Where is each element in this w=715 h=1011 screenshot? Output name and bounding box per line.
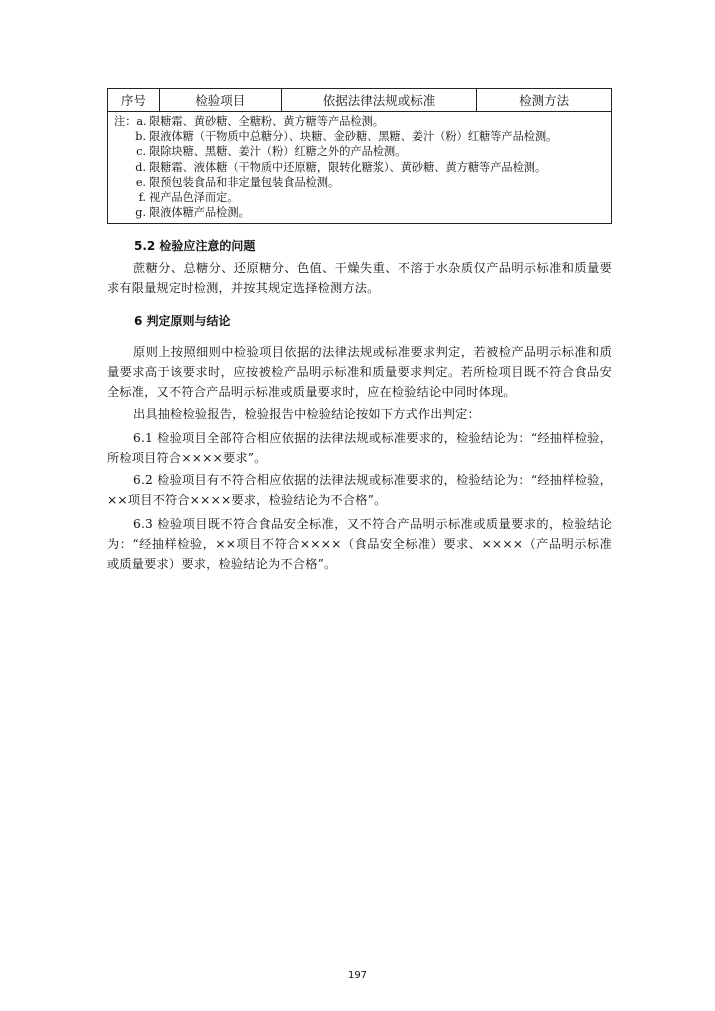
note-prefix: d. (135, 160, 146, 174)
note-d (114, 160, 607, 175)
note-text: 限除块糖、黑糖、姜汁（粉）红糖之外的产品检测。 (149, 145, 407, 159)
note-prefix: b. (135, 130, 146, 144)
table-notes-row (108, 112, 612, 224)
note-g (114, 205, 607, 220)
inspection-table (107, 88, 612, 224)
note-f (114, 190, 607, 205)
note-text: 视产品色泽而定。 (149, 191, 239, 205)
section-6-paragraph-2: 出具抽检检验报告，检验报告中检验结论按如下方式作出判定： (133, 407, 480, 421)
table-header-row (108, 89, 612, 112)
section-6-1-paragraph: 6.1 检验项目全部符合相应依据的法律法规或标准要求的，检验结论为：“经抽样检验，所检项目符合××××要求”。 (107, 431, 612, 465)
table-notes-cell (108, 112, 612, 224)
header-serial-number: 序号 (108, 89, 160, 112)
note-prefix: e. (135, 175, 146, 189)
section-5-2-body: 蔗糖分、总糖分、还原糖分、色值、干燥失重、不溶于水杂质仅产品明示标准和质量要求有限量规定时检测，并按其规定选择检测方法。 (107, 261, 612, 295)
section-6-paragraph-1: 原则上按照细则中检验项目依据的法律法规或标准要求判定，若被检产品明示标准和质量要求高于该要求时，应按被检产品明示标准和质量要求判定。若所检项目既不符合食品安全标准，又不符合产品明示标准或质量要求时，应在检验结论中同时体现。 (107, 345, 612, 399)
note-prefix: c. (136, 145, 146, 159)
note-text: 限糖霜、液体糖（干物质中还原糖，限转化糖浆）、黄砂糖、黄方糖等产品检测。 (149, 160, 547, 174)
note-a (114, 114, 607, 129)
note-text: 限预包装食品和非定量包装食品检测。 (149, 175, 340, 189)
note-b (114, 129, 607, 144)
note-e (114, 175, 607, 190)
section-6-heading: 6 判定原则与结论 (134, 314, 231, 328)
section-6-3-paragraph: 6.3 检验项目既不符合食品安全标准，又不符合产品明示标准或质量要求的，检验结论为：“经抽样检验，××项目不符合××××（食品安全标准）要求、××××（产品明示标准或质量要求）要求，检验结论为不合格”。 (107, 517, 612, 571)
header-legal-basis: 依据法律法规或标准 (281, 89, 477, 112)
note-text: 限液体糖（干物质中总糖分）、块糖、金砂糖、黑糖、姜汁（粉）红糖等产品检测。 (149, 130, 558, 144)
note-prefix: 注：a. (114, 115, 147, 128)
note-text: 限液体糖产品检测。 (149, 206, 250, 220)
note-prefix: g. (135, 206, 146, 220)
header-inspection-item: 检验项目 (159, 89, 281, 112)
note-c (114, 144, 607, 159)
section-6-2-paragraph: 6.2 检验项目有不符合相应依据的法律法规或标准要求的，检验结论为：“经抽样检验，××项目不符合××××要求，检验结论为不合格”。 (107, 473, 612, 507)
note-text: 限糖霜、黄砂糖、全糖粉、黄方糖等产品检测。 (149, 115, 384, 128)
section-5-2-heading: 5.2 检验应注意的问题 (134, 239, 256, 253)
header-test-method: 检测方法 (477, 89, 612, 112)
page-number: 197 (347, 970, 368, 981)
note-prefix: f. (138, 191, 146, 205)
